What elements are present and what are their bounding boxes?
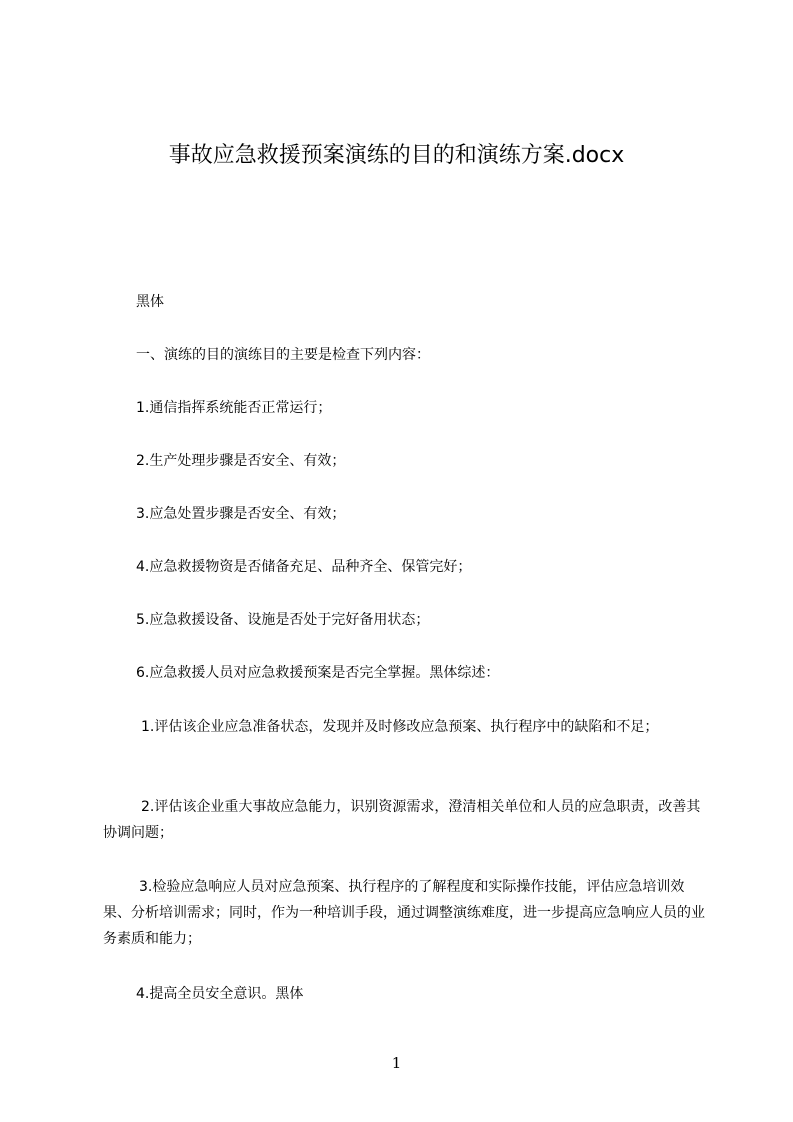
paragraph-item-5: 5.应急救援设备、设施是否处于完好备用状态； [136, 612, 430, 628]
paragraph-item-3: 3.应急处置步骤是否安全、有效； [136, 506, 346, 522]
paragraph-item-2: 2.生产处理步骤是否安全、有效； [136, 453, 346, 469]
paragraph-item-1: 1.通信指挥系统能否正常运行； [136, 400, 332, 416]
paragraph-summary-2: 2.评估该企业重大事故应急能力，识别资源需求，澄清相关单位和人员的应急职责，改善其协调问题； [103, 799, 701, 841]
paragraph-item-6: 6.应急救援人员对应急救援预案是否完全掌握。黑体综述： [136, 665, 500, 681]
paragraph-item-4: 4.应急救援物资是否储备充足、品种齐全、保管完好； [136, 559, 472, 575]
paragraph-summary-4: 4.提高全员安全意识。黑体 [136, 986, 304, 1002]
paragraph-summary-1: 1.评估该企业应急准备状态，发现并及时修改应急预案、执行程序中的缺陷和不足； [141, 719, 659, 735]
document-title: 事故应急救援预案演练的目的和演练方案.docx [168, 143, 625, 168]
paragraph-summary-3: 3.检验应急响应人员对应急预案、执行程序的了解程度和实际操作技能，评估应急培训效果、分析培训需求；同时，作为一种培训手段，通过调整演练难度，进一步提高应急响应人员的业务素质和能力； [103, 879, 705, 947]
paragraph-section-heading: 一、演练的目的演练目的主要是检查下列内容： [136, 347, 430, 363]
page-number: 1 [391, 1054, 402, 1072]
paragraph-font-label: 黑体 [136, 294, 164, 310]
